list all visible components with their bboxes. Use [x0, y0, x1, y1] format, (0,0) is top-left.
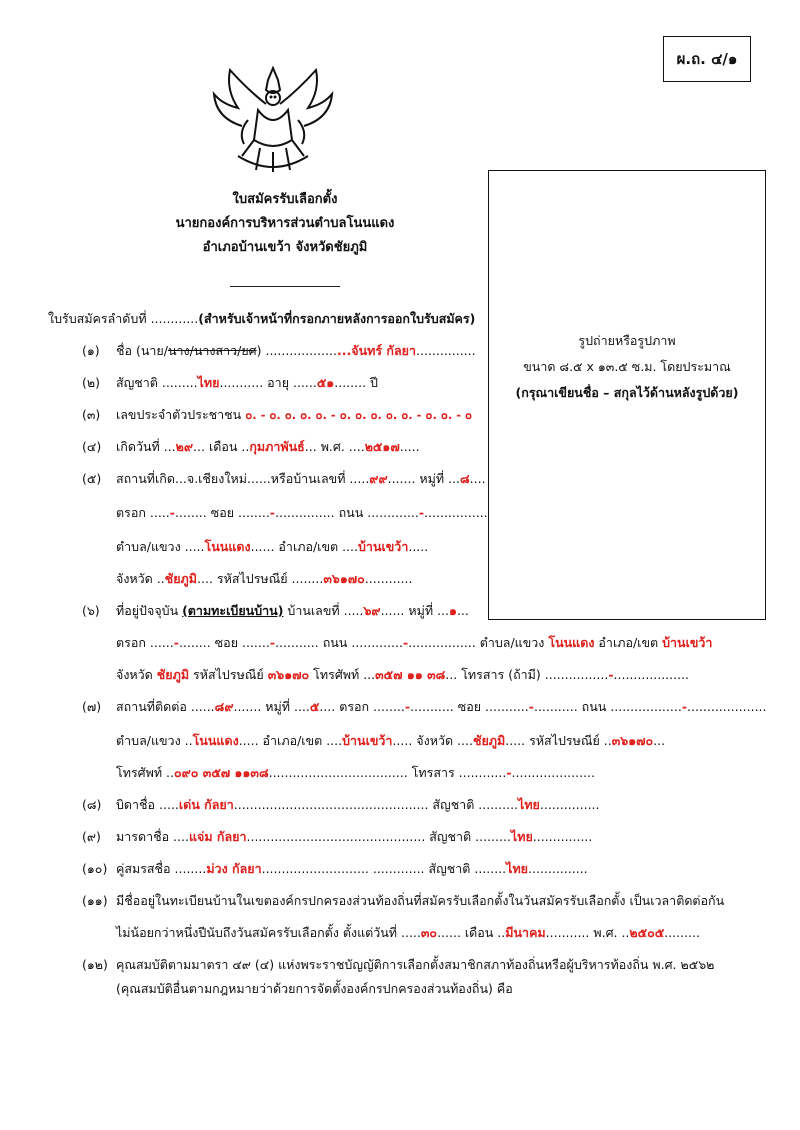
residence-since-label: ไม่น้อยกว่าหนึ่งปีนับถึงวันสมัครรับเลือกตั้ง ตั้งแต่วันที่ .....: [116, 925, 421, 940]
dots: ................: [424, 505, 488, 520]
road-value: -: [681, 699, 688, 714]
soi-label: ........... ซอย ...........: [410, 699, 529, 714]
dots: .........: [664, 925, 700, 940]
alley-label: .... ตรอก ........: [319, 699, 405, 714]
item-12-line-2: [116, 980, 513, 998]
birth-month: กุมภาพันธ์: [249, 439, 305, 454]
residence-text: มีชื่ออยู่ในทะเบียนบ้านในเขตองค์กรปกครองส่วนท้องถิ่นที่สมัครรับเลือกตั้งในวันสมัครรับเลือกตั้ง เป็นเวลาติดต่อกัน: [115, 893, 725, 908]
dots: .....: [408, 539, 429, 554]
order-line: [48, 310, 475, 328]
order-label: ใบรับสมัครลำดับที่ ............: [48, 311, 199, 326]
item-6-line-1: [82, 602, 469, 620]
mother-name: แจ่ม กัลยา: [188, 829, 247, 844]
alley-value: -: [173, 635, 179, 650]
item-number: (๕): [82, 471, 102, 486]
month-label: ... เดือน ..: [193, 439, 250, 454]
fax-value: -: [506, 765, 512, 780]
item-2: [82, 374, 378, 392]
item-7-line-3: [116, 764, 595, 782]
birth-year: ๒๕๑๗: [364, 439, 400, 454]
item-number: (๑): [82, 343, 100, 358]
nationality-label: ........................... ............. สัญชาติ ........: [261, 861, 507, 876]
title-divider: [230, 286, 340, 287]
phone-value: ๐๙๐ ๓๕๗ ๑๑๓๘: [174, 765, 269, 780]
item-7-line-1: [82, 698, 766, 716]
item-1: [82, 342, 476, 360]
road-value: -: [418, 505, 425, 520]
item-number: (๙): [82, 829, 101, 844]
amphoe-value: บ้านเขว้า: [357, 539, 409, 554]
dots: ...............: [528, 861, 588, 876]
name-label-end: ) ..................: [256, 343, 337, 358]
item-6-line-3: [116, 666, 689, 684]
id-number: ๐. - ๐. ๐. ๐. ๐. - ๐. ๐. ๐. ๐. ๐. - ๐. ๐. - ๐: [245, 408, 473, 422]
struck-titles: นาง/นางสาว/ยศ: [167, 343, 257, 358]
month-label: ...... เดือน ..: [437, 925, 506, 940]
road-label: ............... ถนน .............: [275, 505, 419, 520]
nationality-label: ............................................. สัญชาติ .........: [246, 829, 511, 844]
age-value: ๕๑: [316, 375, 335, 390]
photo-caption-1: รูปถ่ายหรือรูปภาพ: [578, 333, 676, 348]
dots: ...............: [532, 829, 593, 844]
item-5-line-2: [116, 504, 488, 522]
item-number: (๑๑): [82, 893, 108, 908]
postcode-value: ๓๖๑๗๐: [323, 571, 365, 586]
order-note: (สำหรับเจ้าหน้าที่กรอกภายหลังการออกใบรับสมัคร): [198, 311, 476, 326]
item-number: (๑๒): [82, 957, 108, 972]
phone-label: โทรศัพท์ ...: [309, 667, 376, 682]
alley-label: ตรอก .....: [116, 505, 170, 520]
tambon-value: โนนแดง: [192, 733, 239, 748]
postcode-label: ..... รหัสไปรษณีย์ ..: [505, 733, 612, 748]
photo-caption-2: ขนาด ๘.๕ x ๑๓.๕ ซ.ม. โดยประมาณ: [523, 359, 731, 374]
dots: ...: [653, 733, 666, 748]
soi-value: -: [528, 699, 534, 714]
id-label: เลขประจำตัวประชาชน: [115, 407, 242, 422]
soi-value: -: [269, 635, 276, 650]
residence-day: ๓๐: [420, 925, 438, 940]
age-label: ........... อายุ ......: [219, 375, 317, 390]
contact-label: สถานที่ติดต่อ ......: [115, 699, 215, 714]
birth-day: ๒๙: [175, 439, 194, 454]
qualification-text: คุณสมบัติตามมาตรา ๔๙ (๔) แห่งพระราชบัญญัติการเลือกตั้งสมาชิกสภาท้องถิ่นหรือผู้บริหารท้องถิ่น พ.ศ. ๒๕๖๒: [115, 957, 715, 972]
province-value: ชัยภูมิ: [472, 733, 506, 748]
tambon-label: ................. ตำบล/แขวง: [408, 635, 549, 650]
alley-label: ตรอก ......: [116, 635, 174, 650]
photo-caption-3: (กรุณาเขียนชื่อ – สกุลไว้ด้านหลังรูปด้วย): [515, 385, 739, 400]
fax-label: ................................... โทรสาร ............: [268, 765, 507, 780]
dots: ....................: [687, 699, 767, 714]
soi-label: ........ ซอย .......: [178, 635, 270, 650]
item-5-line-4: [116, 570, 412, 588]
photo-box: [488, 170, 766, 620]
alley-value: -: [404, 699, 411, 714]
item-number: (๓): [82, 407, 101, 422]
item-number: (๗): [82, 699, 102, 714]
residence-month: มีนาคม: [505, 925, 546, 940]
item-5-line-1: [82, 470, 486, 488]
name-label: ชื่อ (นาย/: [115, 343, 168, 358]
age-unit: ........ ปี: [334, 375, 378, 390]
spouse-nationality: ไทย: [506, 861, 529, 876]
road-value: -: [402, 635, 409, 650]
tambon-label: ตำบล/แขวง .....: [116, 539, 205, 554]
dots: .....................: [511, 765, 595, 780]
applicant-name: ...จันทร์ กัลยา: [337, 343, 416, 358]
moo-label: ....... หมู่ที่ ...: [387, 471, 461, 486]
item-8: [82, 796, 600, 814]
father-label: บิดาชื่อ .....: [115, 797, 179, 812]
amphoe-label: อำเภอ/เขต: [594, 635, 663, 650]
tambon-label: ตำบล/แขวง ..: [116, 733, 193, 748]
item-3: [82, 406, 472, 424]
dots: ...................: [613, 667, 690, 682]
amphoe-label: ...... อำเภอ/เขต ....: [250, 539, 358, 554]
item-4: [82, 438, 420, 456]
moo-value: ๕: [309, 699, 320, 714]
item-number: (๒): [82, 375, 100, 390]
mother-nationality: ไทย: [510, 829, 533, 844]
province-label: จังหวัด ..: [116, 571, 165, 586]
house-value: ๘๙: [214, 699, 234, 714]
dots: ............: [364, 571, 413, 586]
fax-label: ... โทรสาร (ถ้ามี) ................: [445, 667, 609, 682]
fax-value: -: [608, 667, 614, 682]
title-line-3: อำเภอบ้านเขว้า จังหวัดชัยภูมิ: [202, 240, 368, 255]
year-label: ... พ.ศ. ....: [304, 439, 365, 454]
birthplace-moo: ๘: [460, 471, 470, 486]
per-registration-note: (ตามทะเบียนบ้าน): [182, 603, 284, 618]
birthplace-label: สถานที่เกิด...จ.เชียงใหม่......หรือบ้านเลขที่ .....: [115, 471, 370, 486]
postcode-value: ๓๖๑๗๐: [267, 667, 310, 682]
title-line-1: ใบสมัครรับเลือกตั้ง: [232, 192, 338, 207]
item-number: (๖): [82, 603, 100, 618]
birthplace-house: ๙๙: [369, 471, 388, 486]
postcode-label: .... รหัสไปรษณีย์ ........: [197, 571, 324, 586]
province-label: จังหวัด: [116, 667, 157, 682]
title-line-2: นายกองค์การบริหารส่วนตำบลโนนแดง: [175, 216, 395, 231]
current-address-label: ที่อยู่ปัจจุบัน: [115, 603, 183, 618]
moo-label: ...... หมู่ที่ ...: [380, 603, 449, 618]
mother-label: มารดาชื่อ ....: [115, 829, 189, 844]
nationality-value: ไทย: [197, 375, 220, 390]
tambon-value: โนนแดง: [204, 539, 251, 554]
father-nationality: ไทย: [518, 797, 540, 812]
house-value: ๖๙: [363, 603, 381, 618]
road-label: ........... ถนน ..................: [533, 699, 682, 714]
garuda-emblem-icon: [208, 60, 338, 182]
dots: ...: [456, 603, 469, 618]
dots: .....: [399, 439, 420, 454]
item-11-line-2: [116, 924, 700, 942]
item-6-line-2: [116, 634, 712, 652]
moo-value: ๑: [449, 603, 457, 618]
dots: ...............: [416, 343, 476, 358]
road-label: ........... ถนน .............: [275, 635, 403, 650]
item-12-line-1: [82, 956, 714, 974]
postcode-value: ๓๖๑๗๐: [611, 733, 654, 748]
moo-label: ....... หมู่ที่ ....: [233, 699, 310, 714]
item-number: (๑๐): [82, 861, 108, 876]
form-code-box: ผ.ถ. ๔/๑: [663, 36, 751, 82]
nationality-label: สัญชาติ .........: [115, 375, 198, 390]
item-number: (๘): [82, 797, 102, 812]
item-9: [82, 828, 592, 846]
birth-label: เกิดวันที่ ...: [115, 439, 176, 454]
province-value: ชัยภูมิ: [164, 571, 198, 586]
soi-value: -: [269, 505, 275, 520]
dots: ...............: [539, 797, 600, 812]
soi-label: ........ ซอย ........: [174, 505, 270, 520]
province-label: ..... จังหวัด ....: [392, 733, 473, 748]
nationality-label: ................................................. สัญชาติ ..........: [233, 797, 519, 812]
item-11-line-1: [82, 892, 724, 910]
postcode-label: รหัสไปรษณีย์: [189, 667, 268, 682]
qualification-note: (คุณสมบัติอื่นตามกฎหมายว่าด้วยการจัดตั้งองค์กรปกครองส่วนท้องถิ่น) คือ: [116, 981, 513, 996]
house-label: บ้านเลขที่ .....: [283, 603, 364, 618]
amphoe-value: บ้านเขว้า: [342, 733, 393, 748]
spouse-label: คู่สมรสชื่อ ........: [115, 861, 207, 876]
item-number: (๔): [82, 439, 102, 454]
amphoe-value: บ้านเขว้า: [662, 635, 713, 650]
year-label: ........... พ.ศ. ..: [545, 925, 630, 940]
dots: ....: [469, 471, 486, 486]
phone-value: ๓๕๗ ๑๑ ๓๘: [375, 667, 446, 682]
province-value: ชัยภูมิ: [156, 667, 190, 682]
residence-year: ๒๕๐๕: [629, 925, 665, 940]
father-name: เด่น กัลยา: [178, 797, 234, 812]
item-10: [82, 860, 588, 878]
item-7-line-2: [116, 732, 665, 750]
amphoe-label: ..... อำเภอ/เขต ....: [238, 733, 343, 748]
item-5-line-3: [116, 538, 428, 556]
alley-value: -: [169, 505, 175, 520]
spouse-name: ม่วง กัลยา: [206, 861, 262, 876]
tambon-value: โนนแดง: [548, 635, 595, 650]
phone-label: โทรศัพท์ ..: [116, 765, 175, 780]
